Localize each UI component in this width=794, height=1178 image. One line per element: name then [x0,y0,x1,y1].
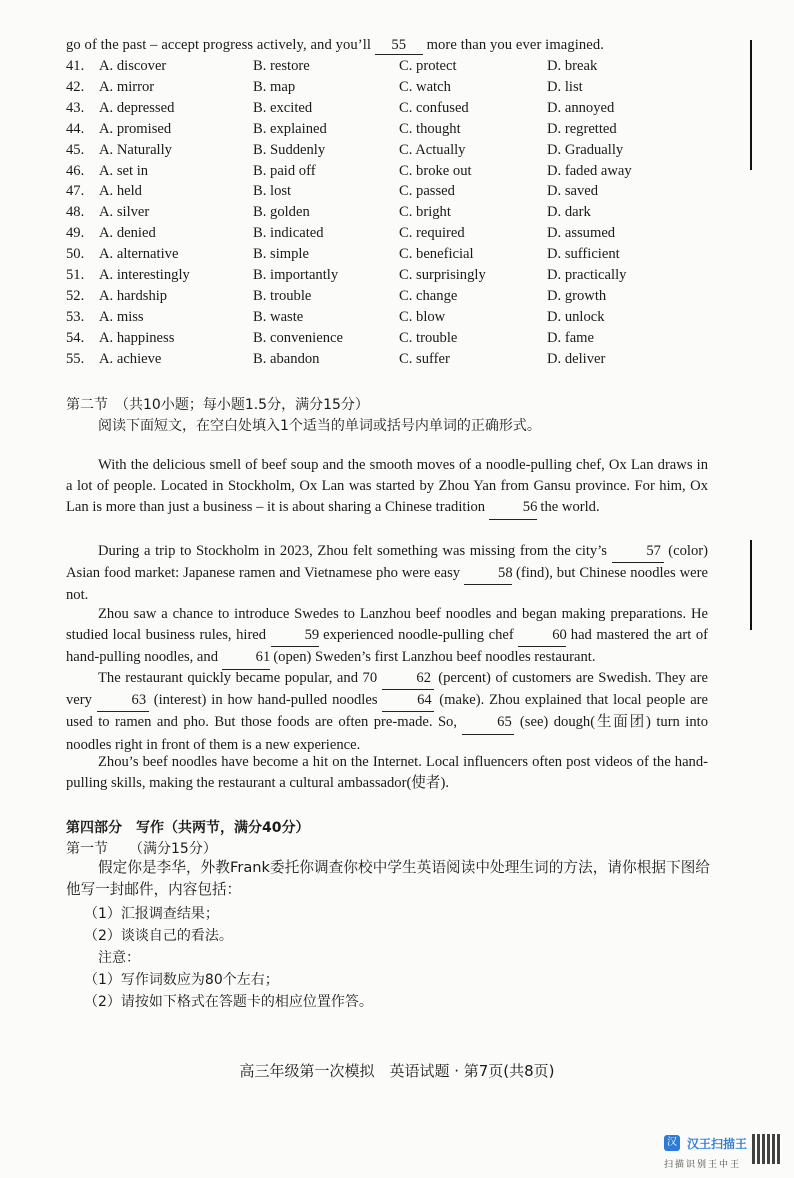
option-d: D. sufficient [547,246,620,263]
blank-59: 59 [271,625,319,647]
option-c: C. Actually [399,141,466,158]
option-b: B. lost [253,183,292,200]
blank-61: 61 [222,647,270,669]
qr-code-icon [752,1134,782,1164]
option-c: C. confused [399,99,469,116]
option-row [66,225,746,245]
question-number: 46. [66,162,85,179]
option-b: B. restore [253,58,310,74]
question-number: 48. [66,204,85,221]
option-b: B. trouble [253,287,312,304]
part4-sub: 第一节 （满分15分） [66,841,217,857]
option-c: C. suffer [399,350,450,367]
option-a: A. discover [99,58,167,74]
option-c: C. trouble [399,329,458,346]
page-footer: 高三年级第一次模拟 英语试题 · 第7页(共8页) [239,1062,555,1080]
margin-rule-middle [750,540,752,630]
option-b: B. importantly [253,267,339,283]
option-row [66,183,746,203]
option-c: C. passed [399,183,455,200]
option-b: B. abandon [253,350,320,367]
option-a: A. mirror [99,78,155,95]
option-a: A. Naturally [99,141,172,158]
option-a: A. happiness [99,329,175,346]
blank-64: 64 [382,690,434,712]
scanner-logo-icon: 汉 [664,1135,680,1151]
task-item-2: （2）谈谈自己的看法。 [84,928,233,944]
option-d: D. Gradually [547,141,624,158]
option-row [66,121,746,141]
option-a: A. promised [99,120,172,137]
option-a: A. miss [99,308,144,325]
option-d: D. unlock [547,308,605,325]
question-number: 54. [66,329,85,346]
top-line-text: go of the past – accept progress actively, and you’ll [66,37,372,53]
option-a: A. held [99,183,142,200]
option-row [66,288,746,308]
option-c: C. thought [399,120,461,137]
option-d: D. annoyed [547,99,615,116]
option-d: D. growth [547,287,607,304]
note-item-1: （1）写作词数应为80个左右； [84,972,279,988]
passage-paragraph-4: The restaurant quickly became popular, and 70 62 (percent) of customers are Swedish. They are very 63 (interest) in how hand-pulled noodles 64 (make). Zhou explained that local people are used to ramen and pho. But those foods are often pre-made. So, 65 (see) dough(生面团) turn into noodles right in front of them is a new experience. [66,670,709,753]
option-c: C. blow [399,308,446,325]
blank-57: 57 [612,541,664,563]
option-a: A. interestingly [99,267,190,283]
blank-65: 65 [462,712,514,734]
section2-heading: 第二节 （共10小题；每小题1.5分，满分15分） [66,397,369,413]
option-a: A. set in [99,162,149,179]
option-row [66,330,746,350]
option-b: B. indicated [253,225,324,242]
option-b: B. golden [253,204,310,221]
question-number: 55. [66,350,85,367]
option-row [66,351,746,371]
question-number: 52. [66,287,85,304]
option-row [66,309,746,329]
writing-task: 假定你是李华，外教Frank委托你调查你校中学生英语阅读中处理生词的方法，请你根据下图给他写一封邮件，内容包括： [66,859,710,898]
option-c: C. protect [399,58,457,74]
option-row [66,204,746,224]
question-number: 51. [66,267,85,283]
passage-paragraph-2: During a trip to Stockholm in 2023, Zhou felt something was missing from the city’s 57 (color) Asian food market: Japanese ramen and Vietnamese pho were easy 58 (find), but Chinese noodles were not. [66,543,708,604]
option-row [66,100,746,120]
option-d: D. dark [547,204,591,221]
option-row [66,142,746,162]
option-a: A. achieve [99,350,162,367]
scanner-title: 汉王扫描王 [687,1136,748,1151]
blank-58: 58 [464,563,512,585]
option-row [66,267,746,287]
blank-63: 63 [97,690,149,712]
question-number: 50. [66,246,85,263]
option-d: D. regretted [547,120,617,137]
scanner-subtitle: 扫描识别王中王 [664,1160,742,1170]
option-d: D. saved [547,183,599,200]
option-b: B. explained [253,120,327,137]
option-b: B. simple [253,246,309,263]
question-number: 41. [66,58,85,74]
question-number: 53. [66,308,85,325]
option-c: C. change [399,287,458,304]
blank-60: 60 [518,625,566,647]
option-d: D. deliver [547,350,606,367]
option-d: D. break [547,58,598,74]
option-a: A. hardship [99,287,168,304]
option-c: C. surprisingly [399,267,486,283]
option-d: D. fame [547,329,595,346]
blank-56: 56 [489,497,537,519]
blank-55: 55 [375,37,423,55]
top-line [66,37,604,55]
question-number: 49. [66,225,85,242]
passage-paragraph-3: Zhou saw a chance to introduce Swedes to Lanzhou beef noodles and began making preparations. He studied local business rules, hired 59 experienced noodle-pulling chef 60 had mastered the art of hand-pulling noodles, and 61 (open) Sweden’s first Lanzhou beef noodles restaurant. [66,604,708,670]
option-b: B. paid off [253,162,316,179]
section2-instruction: 阅读下面短文，在空白处填入1个适当的单词或括号内单词的正确形式。 [98,418,541,434]
option-c: C. broke out [399,162,472,179]
part4-heading: 第四部分 写作（共两节，满分40分） [66,820,310,836]
question-number: 47. [66,183,85,200]
question-number: 45. [66,141,85,158]
blank-62: 62 [382,668,434,690]
option-c: C. watch [399,78,451,95]
option-row [66,163,746,183]
question-number: 42. [66,78,85,95]
option-d: D. list [547,78,583,95]
question-number: 43. [66,99,85,116]
option-b: B. waste [253,308,304,325]
option-b: B. excited [253,99,313,116]
option-d: D. assumed [547,225,616,242]
option-row [66,58,746,78]
option-b: B. Suddenly [253,141,326,158]
passage-paragraph-1: With the delicious smell of beef soup and the smooth moves of a noodle-pulling chef, Ox Lan draws in a lot of people. Located in Stockholm, Ox Lan was started by Zhou Yan from Gansu province. For him, Ox Lan is more than just a business – it is about sharing a Chinese tradition 56 the world. [66,455,708,520]
option-d: D. practically [547,267,627,283]
scanner-watermark [664,1134,747,1170]
question-number: 44. [66,120,85,137]
margin-rule-top [750,40,752,170]
option-a: A. depressed [99,99,175,116]
note-label: 注意： [98,950,140,966]
option-row [66,79,746,99]
option-c: C. beneficial [399,246,474,263]
option-c: C. bright [399,204,451,221]
task-item-1: （1）汇报调查结果； [84,906,219,922]
option-b: B. map [253,78,296,95]
note-item-2: （2）请按如下格式在答题卡的相应位置作答。 [84,994,373,1010]
option-a: A. denied [99,225,156,242]
option-a: A. silver [99,204,150,221]
option-row [66,246,746,266]
option-a: A. alternative [99,246,179,263]
passage-paragraph-5: Zhou’s beef noodles have become a hit on the Internet. Local influencers often post videos of the hand-pulling skills, making the restaurant a cultural ambassador(使者). [66,754,708,792]
option-b: B. convenience [253,329,343,346]
top-line-end: more than you ever imagined. [426,37,605,53]
option-c: C. required [399,225,465,242]
option-d: D. faded away [547,162,632,179]
